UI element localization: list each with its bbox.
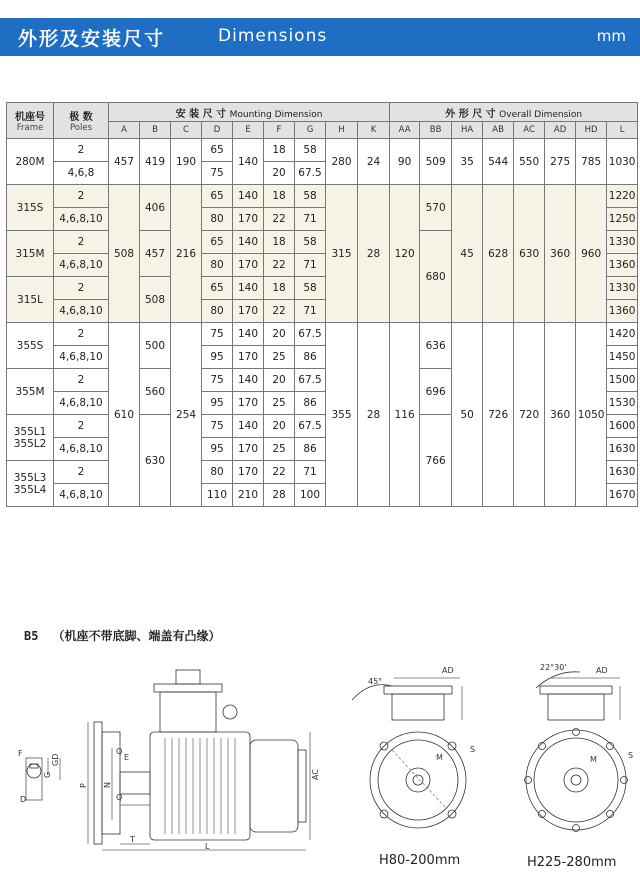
- table-cell: 4,6,8: [54, 162, 109, 185]
- col-header: HA: [452, 122, 483, 139]
- table-cell: 630: [514, 185, 545, 323]
- col-header: F: [264, 122, 295, 139]
- table-cell: 4,6,8,10: [54, 484, 109, 507]
- table-cell: 50: [452, 323, 483, 507]
- table-cell: 65: [202, 277, 233, 300]
- table-cell: 544: [483, 139, 514, 185]
- table-cell: 2: [54, 139, 109, 162]
- table-cell: 140: [233, 185, 264, 208]
- table-cell: 360: [545, 323, 576, 507]
- frame-cell: 355M: [7, 369, 54, 415]
- table-cell: 1500: [607, 369, 638, 392]
- table-cell: 210: [233, 484, 264, 507]
- col-header: E: [233, 122, 264, 139]
- table-cell: 1600: [607, 415, 638, 438]
- side-view: [26, 670, 310, 850]
- frame-cell: 355L3 355L4: [7, 461, 54, 507]
- table-cell: 2: [54, 461, 109, 484]
- table-cell: 75: [202, 323, 233, 346]
- table-cell: 170: [233, 461, 264, 484]
- table-cell: 766: [420, 415, 452, 507]
- table-cell: 960: [576, 185, 607, 323]
- poles-header: 极 数 Poles: [54, 103, 109, 139]
- label-angle-45: 45°: [368, 677, 383, 686]
- table-cell: 65: [202, 231, 233, 254]
- table-cell: 508: [109, 185, 140, 323]
- table-cell: 610: [109, 323, 140, 507]
- label-m-1: M: [436, 753, 443, 762]
- table-cell: 140: [233, 231, 264, 254]
- table-cell: 25: [264, 438, 295, 461]
- table-cell: 1630: [607, 461, 638, 484]
- table-cell: 2: [54, 185, 109, 208]
- table-cell: 4,6,8,10: [54, 346, 109, 369]
- table-cell: 67.5: [295, 323, 326, 346]
- table-cell: 1630: [607, 438, 638, 461]
- table-cell: 140: [233, 277, 264, 300]
- label-f: F: [18, 749, 23, 758]
- table-cell: 28: [264, 484, 295, 507]
- table-cell: 4,6,8,10: [54, 392, 109, 415]
- col-header: B: [140, 122, 171, 139]
- table-cell: 65: [202, 139, 233, 162]
- motor-drawing: [0, 640, 640, 852]
- table-cell: 80: [202, 461, 233, 484]
- table-cell: 25: [264, 392, 295, 415]
- table-cell: 35: [452, 139, 483, 185]
- col-header: D: [202, 122, 233, 139]
- table-cell: 110: [202, 484, 233, 507]
- table-cell: 67.5: [295, 415, 326, 438]
- label-n: N: [103, 782, 112, 788]
- table-cell: 508: [140, 277, 171, 323]
- title-banner: [0, 18, 640, 56]
- table-cell: 71: [295, 208, 326, 231]
- dimension-table: [6, 102, 638, 507]
- col-header: H: [326, 122, 358, 139]
- label-q-top: Q: [116, 747, 123, 756]
- table-cell: 696: [420, 369, 452, 415]
- label-g: G: [43, 771, 52, 778]
- table-cell: 1530: [607, 392, 638, 415]
- table-cell: 509: [420, 139, 452, 185]
- table-cell: 65: [202, 185, 233, 208]
- table-cell: 28: [358, 323, 390, 507]
- table-cell: 22: [264, 208, 295, 231]
- table-cell: 4,6,8,10: [54, 438, 109, 461]
- frame-cell: 355L1 355L2: [7, 415, 54, 461]
- frame-header: 机座号 Frame: [7, 103, 54, 139]
- table-cell: 170: [233, 208, 264, 231]
- table-cell: 500: [140, 323, 171, 369]
- table-cell: 280: [326, 139, 358, 185]
- table-cell: 140: [233, 139, 264, 185]
- table-cell: 406: [140, 185, 171, 231]
- frame-cell: 280M: [7, 139, 54, 185]
- table-cell: 75: [202, 415, 233, 438]
- table-cell: 636: [420, 323, 452, 369]
- table-cell: 20: [264, 415, 295, 438]
- table-cell: 2: [54, 323, 109, 346]
- table-cell: 170: [233, 254, 264, 277]
- col-header: G: [295, 122, 326, 139]
- label-s-1: S: [470, 745, 476, 754]
- table-cell: 140: [233, 369, 264, 392]
- table-cell: 170: [233, 392, 264, 415]
- table-cell: 170: [233, 438, 264, 461]
- table-cell: 1360: [607, 300, 638, 323]
- col-header: AA: [390, 122, 420, 139]
- frame-cell: 315S: [7, 185, 54, 231]
- table-cell: 355: [326, 323, 358, 507]
- table-cell: 58: [295, 139, 326, 162]
- table-cell: 254: [171, 323, 202, 507]
- table-cell: 80: [202, 300, 233, 323]
- mounting-description: （机座不带底脚、端盖有凸缘）: [52, 629, 221, 643]
- table-cell: 75: [202, 162, 233, 185]
- table-cell: 190: [171, 139, 202, 185]
- label-ad-2: AD: [596, 666, 608, 675]
- table-cell: 457: [109, 139, 140, 185]
- table-cell: 20: [264, 323, 295, 346]
- table-cell: 25: [264, 346, 295, 369]
- table-cell: 71: [295, 461, 326, 484]
- table-cell: 2: [54, 369, 109, 392]
- col-header: BB: [420, 122, 452, 139]
- table-cell: 80: [202, 208, 233, 231]
- table-cell: 22: [264, 461, 295, 484]
- unit-label: mm: [596, 27, 626, 45]
- col-header: C: [171, 122, 202, 139]
- table-cell: 560: [140, 369, 171, 415]
- label-d: D: [20, 795, 27, 804]
- table-cell: 1420: [607, 323, 638, 346]
- table-cell: 726: [483, 323, 514, 507]
- col-header: AD: [545, 122, 576, 139]
- table-row: [7, 185, 638, 208]
- table-cell: 100: [295, 484, 326, 507]
- front-view-2: [525, 672, 628, 832]
- label-p: P: [79, 783, 88, 788]
- table-row: [7, 139, 638, 162]
- table-cell: 785: [576, 139, 607, 185]
- table-cell: 628: [483, 185, 514, 323]
- col-header: AB: [483, 122, 514, 139]
- table-cell: 22: [264, 254, 295, 277]
- table-cell: 90: [390, 139, 420, 185]
- table-cell: 140: [233, 415, 264, 438]
- caption-large-frame: H225-280mm: [527, 855, 617, 870]
- table-cell: 28: [358, 185, 390, 323]
- table-cell: 1050: [576, 323, 607, 507]
- table-cell: 550: [514, 139, 545, 185]
- table-cell: 4,6,8,10: [54, 254, 109, 277]
- table-cell: 86: [295, 346, 326, 369]
- overall-header: 外 形 尺 寸 Overall Dimension: [390, 103, 638, 122]
- mounting-header: 安 装 尺 寸 Mounting Dimension: [109, 103, 390, 122]
- table-cell: 2: [54, 415, 109, 438]
- table-cell: 457: [140, 231, 171, 277]
- table-cell: 18: [264, 277, 295, 300]
- table-cell: 2: [54, 231, 109, 254]
- table-cell: 140: [233, 323, 264, 346]
- table-cell: 1360: [607, 254, 638, 277]
- label-q-bottom: Q: [116, 793, 123, 802]
- frame-cell: 355S: [7, 323, 54, 369]
- table-cell: 18: [264, 231, 295, 254]
- title-english: Dimensions: [218, 26, 328, 46]
- col-header: K: [358, 122, 390, 139]
- table-cell: 4,6,8,10: [54, 300, 109, 323]
- label-ad-1: AD: [442, 666, 454, 675]
- table-cell: 45: [452, 185, 483, 323]
- table-cell: 1030: [607, 139, 638, 185]
- table-cell: 116: [390, 323, 420, 507]
- frame-cell: 315L: [7, 277, 54, 323]
- table-cell: 58: [295, 231, 326, 254]
- table-cell: 419: [140, 139, 171, 185]
- table-cell: 315: [326, 185, 358, 323]
- table-cell: 1330: [607, 277, 638, 300]
- col-header: AC: [514, 122, 545, 139]
- table-cell: 75: [202, 369, 233, 392]
- table-cell: 275: [545, 139, 576, 185]
- table-cell: 86: [295, 392, 326, 415]
- table-cell: 24: [358, 139, 390, 185]
- table-cell: 18: [264, 139, 295, 162]
- table-cell: 170: [233, 346, 264, 369]
- table-cell: 95: [202, 346, 233, 369]
- table-cell: 67.5: [295, 369, 326, 392]
- caption-small-frame: H80-200mm: [379, 853, 461, 868]
- mounting-code: B5: [24, 629, 39, 643]
- title-chinese: 外形及安装尺寸: [18, 28, 166, 50]
- table-cell: 170: [233, 300, 264, 323]
- table-cell: 1450: [607, 346, 638, 369]
- header-row-1: [7, 103, 638, 122]
- table-cell: 1670: [607, 484, 638, 507]
- front-view-1: [352, 678, 466, 828]
- label-s-2: S: [628, 751, 634, 760]
- frame-cell: 315M: [7, 231, 54, 277]
- table-cell: 22: [264, 300, 295, 323]
- table-cell: 18: [264, 185, 295, 208]
- table-cell: 58: [295, 185, 326, 208]
- label-e: E: [124, 753, 130, 762]
- table-cell: 20: [264, 162, 295, 185]
- table-cell: 80: [202, 254, 233, 277]
- table-cell: 1220: [607, 185, 638, 208]
- table-cell: 86: [295, 438, 326, 461]
- label-ac: AC: [311, 769, 320, 780]
- table-cell: 1330: [607, 231, 638, 254]
- label-angle-22: 22°30': [540, 663, 567, 672]
- table-cell: 1250: [607, 208, 638, 231]
- table-cell: 95: [202, 438, 233, 461]
- table-cell: 71: [295, 254, 326, 277]
- col-header: HD: [576, 122, 607, 139]
- table-cell: 95: [202, 392, 233, 415]
- col-header: L: [607, 122, 638, 139]
- table-cell: 360: [545, 185, 576, 323]
- table-cell: 120: [390, 185, 420, 323]
- table-cell: 570: [420, 185, 452, 231]
- table-cell: 720: [514, 323, 545, 507]
- table-cell: 4,6,8,10: [54, 208, 109, 231]
- table-cell: 71: [295, 300, 326, 323]
- label-gd: GD: [51, 753, 60, 766]
- table-cell: 630: [140, 415, 171, 507]
- table-cell: 680: [420, 231, 452, 323]
- col-header: A: [109, 122, 140, 139]
- table-cell: 67.5: [295, 162, 326, 185]
- table-cell: 216: [171, 185, 202, 323]
- table-row: [7, 323, 638, 346]
- label-m-2: M: [590, 755, 597, 764]
- table-cell: 58: [295, 277, 326, 300]
- label-t: T: [130, 835, 135, 844]
- label-l: L: [205, 842, 210, 851]
- table-cell: 2: [54, 277, 109, 300]
- table-cell: 20: [264, 369, 295, 392]
